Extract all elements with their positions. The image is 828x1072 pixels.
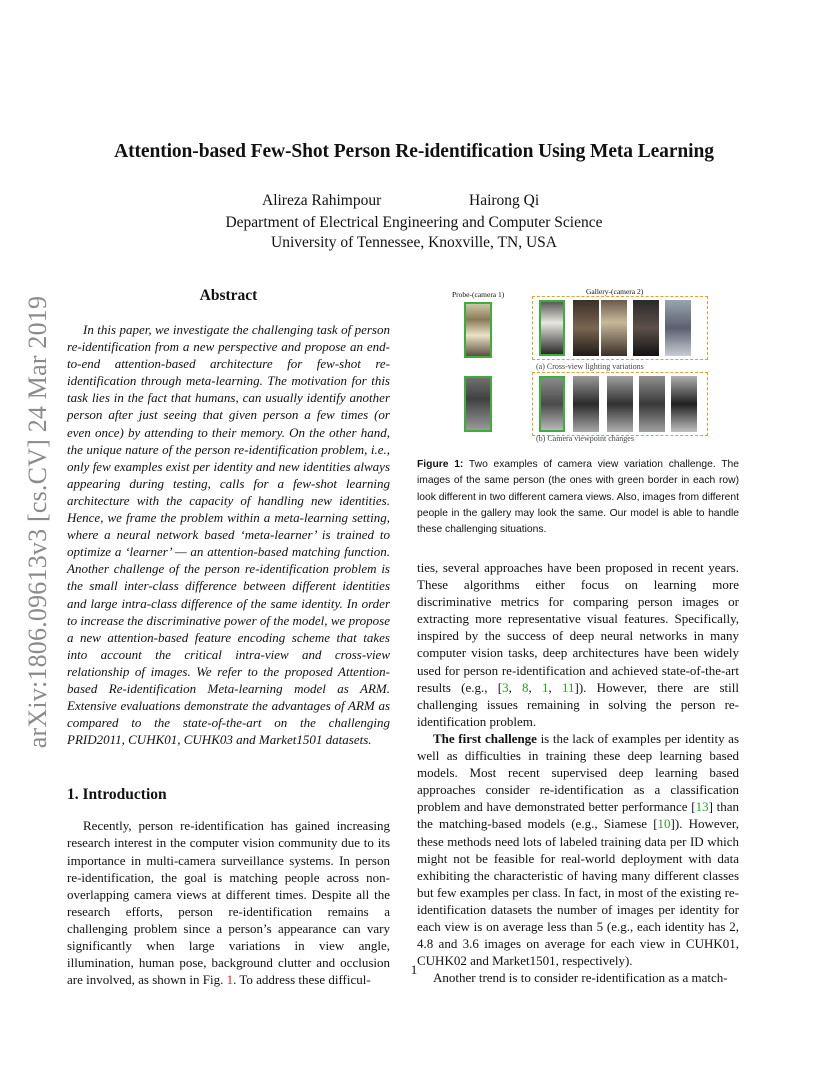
gallery-image <box>639 376 665 432</box>
citation-link[interactable]: 11 <box>561 679 575 695</box>
subcaption: (a) Cross-view lighting variations <box>536 362 644 371</box>
gallery-image <box>665 300 691 356</box>
probe-label: Probe-(camera 1) <box>452 290 505 299</box>
gallery-row <box>532 372 708 436</box>
gallery-image <box>539 376 565 432</box>
author-name: Alireza Rahimpour <box>262 192 382 209</box>
left-column <box>67 287 390 988</box>
gallery-image <box>539 300 565 356</box>
gallery-row <box>532 296 708 360</box>
author-name: Hairong Qi <box>469 192 540 209</box>
citation-link[interactable]: 8 <box>522 679 529 695</box>
affiliation-line: University of Tennessee, Knoxville, TN, USA <box>271 234 557 251</box>
gallery-image <box>573 376 599 432</box>
arxiv-stamp: arXiv:1806.09613v3 [cs.CV] 24 Mar 2019 <box>23 295 52 749</box>
figure-caption: Figure 1: Two examples of camera view variation challenge. The images of the same person (the ones with green border in each row) look different in two different camera views. Also, images from different people in the gallery may look the same. Our model is able to handle these challenging situations. <box>417 459 739 536</box>
gallery-image <box>633 300 659 356</box>
citation-link[interactable]: 3 <box>502 679 509 695</box>
abstract-heading: Abstract <box>199 287 258 304</box>
paper-title: Attention-based Few-Shot Person Re-identification Using Meta Learning <box>114 141 714 162</box>
citation-link[interactable]: 13 <box>695 799 709 815</box>
intro-paragraph: ties, several approaches have been proposed in recent years. These algorithms either focus on learning more discriminative metrics for comparing person images or extracting more representative visual features. Specifically, inspired by the success of deep neural networks in many computer vision tasks, deep architectures have been widely used for person re-identification and achieved state-of-the-art results (e.g., [3, 8, 1, 11]). However, there are still challenging issues remaining in solving the person re-identification problem. <box>417 560 740 729</box>
intro-paragraph: Another trend is to consider re-identification as a match- <box>433 970 728 986</box>
probe-image <box>464 376 492 432</box>
gallery-image <box>671 376 697 432</box>
figure-1 <box>452 286 710 446</box>
section-heading: 1. Introduction <box>67 786 167 804</box>
page-number: 1 <box>410 962 418 977</box>
gallery-label: Gallery-(camera 2) <box>586 287 644 296</box>
gallery-image <box>607 376 633 432</box>
gallery-image <box>573 300 599 356</box>
abstract-text: In this paper, we investigate the challenging task of person re-identification from a new perspective and propose an end-to-end attention-based architecture for few-shot re-identification through meta-learning. The motivation for this task lies in the fact that humans, can usually identify another person after just seeing that given person a few times (or even once) by attending to their memory. On the other hand, the unique nature of the person re-identification problem, i.e., only few examples exist per identity and new identities always appearing during testing, calls for a few-shot learning architecture with the capacity of handling new identities. Hence, we frame the problem within a meta-learning setting, where a neural network based ‘meta-learner’ is trained to optimize a ‘learner’ — an attention-based matching function. Another challenge of the person re-identification problem is the small inter-class difference between different identities and large intra-class difference of the same identity. In order to increase the discriminative power of the model, we propose a new attention-based feature encoding scheme that takes into account the critical intra-view and cross-view relationship of images. We refer to the proposed Attention-based Re-identification Meta-learning model as ARM. Extensive evaluations demonstrate the advantages of ARM as compared to the state-of-the-art on the challenging PRID2011, CUHK01, CUHK03 and Market1501 datasets. <box>67 322 390 748</box>
subcaption: (b) Camera viewpoint changes <box>536 434 634 443</box>
right-column <box>417 559 739 986</box>
figure-reference-link[interactable]: 1 <box>226 972 234 988</box>
probe-image <box>464 302 492 358</box>
citation-link[interactable]: 10 <box>657 816 671 832</box>
intro-paragraph: Recently, person re-identification has gained increasing research interest in the computer vision community due to its importance in multi-camera surveillance systems. In person re-identification, the goal is matching people across non-overlapping camera views at different times. Despite all the research efforts, person re-identification remains a challenging problem since a person’s appearance can vary significantly when large variations in view angle, illumination, human pose, background clutter and occlusion are involved, as shown in Fig. 1. To address these difficul- <box>67 818 390 988</box>
intro-paragraph: The first challenge is the lack of examples per identity as well as difficulties in training these deep learning based models. Most recent supervised deep learning based approaches consider re-identification as a classification problem and have demonstrated better performance [13] than the matching-based models (e.g., Siamese [10]). However, these methods need lots of labeled training data per ID which might not be feasible for real-world deployment with data exhibiting the characteristic of having many different classes but few examples per class. In fact, in most of the existing re-identification datasets the number of images per identity for each view is on average less than 5 (e.g., each identity has 2, 4.8 and 3.6 images on average for each view in CUHK01, CUHK02 and Market1501, respectively). <box>417 730 740 969</box>
citation-link[interactable]: 1 <box>542 679 549 695</box>
gallery-image <box>601 300 627 356</box>
affiliation-line: Department of Electrical Engineering and Computer Science <box>225 214 603 231</box>
